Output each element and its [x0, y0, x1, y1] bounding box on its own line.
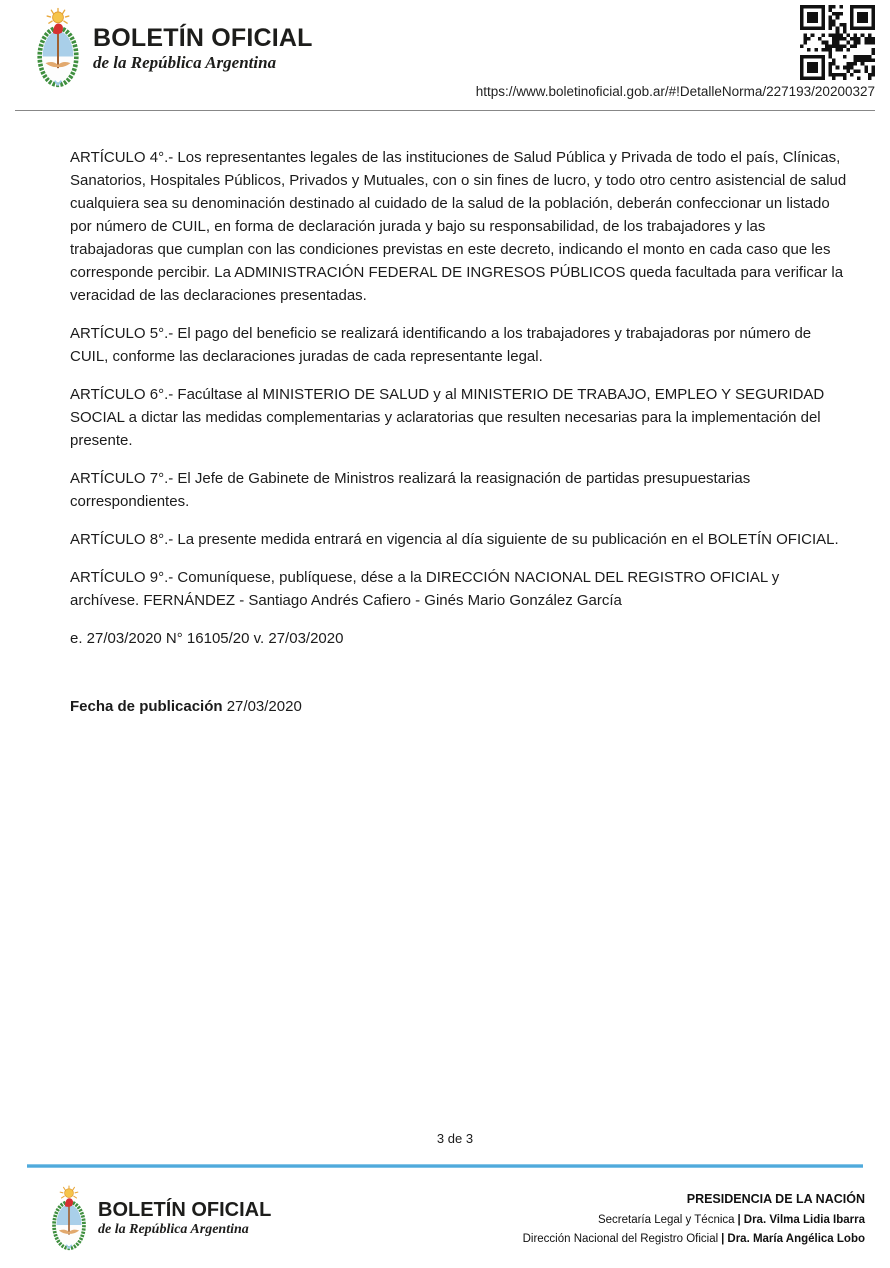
official-name: Dra. María Angélica Lobo: [727, 1233, 865, 1245]
brand-title: BOLETÍN OFICIAL: [98, 1199, 272, 1221]
qr-code-icon: [800, 5, 875, 80]
official-line: [523, 1211, 865, 1230]
office-label: Secretaría Legal y Técnica: [597, 1214, 735, 1226]
official-name: Dra. Vilma Lidia Ibarra: [743, 1214, 865, 1226]
article-paragraph: ARTÍCULO 6°.- Facúltase al MINISTERIO DE SALUD y al MINISTERIO DE TRABAJO, EMPLEO Y SEGURIDAD SOCIAL a dictar las medidas complementarias y aclaratorias que resulten necesarias para la implementación del presente.: [70, 386, 825, 449]
publication-date-label: Fecha de publicación: [70, 698, 223, 715]
coat-of-arms-icon: [48, 1185, 90, 1253]
edict-dates-line: e. 27/03/2020 N° 16105/20 v. 27/03/2020: [70, 630, 344, 647]
office-label: Dirección Nacional del Registro Oficial: [522, 1233, 719, 1245]
article-paragraphs: [70, 146, 848, 612]
footer-brand: [48, 1185, 271, 1253]
header-divider: [15, 110, 875, 111]
brand-subtitle: de la República Argentina: [98, 1222, 249, 1237]
footer-brand-text: [98, 1200, 271, 1238]
officials-list: [523, 1211, 865, 1249]
article-text: [70, 146, 848, 718]
footer-officials: [523, 1192, 865, 1249]
article-paragraph: ARTÍCULO 9°.- Comuníquese, publíquese, dése a la DIRECCIÓN NACIONAL DEL REGISTRO OFICIAL y archívese. FERNÁNDEZ - Santiago Andrés Cafiero - Ginés Mario González García: [70, 569, 780, 609]
brand-subtitle: de la República Argentina: [93, 53, 277, 73]
article-paragraph: ARTÍCULO 5°.- El pago del beneficio se realizará identificando a los trabajadores y trabajadoras por número de CUIL, conforme las declaraciones juradas de cada representante legal.: [70, 325, 812, 365]
separator: |: [737, 1214, 741, 1226]
presidency-title: PRESIDENCIA DE LA NACIÓN: [686, 1192, 865, 1206]
header-brand: [33, 6, 313, 92]
coat-of-arms-icon: [33, 6, 83, 92]
brand-title: BOLETÍN OFICIAL: [93, 23, 313, 52]
footer-accent-divider: [27, 1164, 863, 1168]
article-paragraph: ARTÍCULO 4°.- Los representantes legales de las instituciones de Salud Pública y Privada de todo el país, Clínicas, Sanatorios, Hospitales Públicos, Privados y Mutuales, con o sin fines de lucro, y todo otro centro asistencial de salud cualquiera sea su denominación destinado al cuidado de la salud de la población, deberán confeccionar un listado por número de CUIL, en forma de declaración jurada y bajo su responsabilidad, de los trabajadores y las trabajadoras que cumplan con las condiciones previstas en este decreto, indicando el monto en cada caso que les corresponde percibir. La ADMINISTRACIÓN FEDERAL DE INGRESOS PÚBLICOS queda facultada para verificar la veracidad de las declaraciones presentadas.: [70, 149, 847, 304]
header-brand-text: [93, 25, 313, 73]
publication-date-line: [70, 695, 848, 718]
separator: |: [721, 1233, 725, 1245]
page-indicator: 3 de 3: [436, 1131, 474, 1146]
official-line: [523, 1230, 865, 1249]
article-paragraph: ARTÍCULO 8°.- La presente medida entrará en vigencia al día siguiente de su publicación en el BOLETÍN OFICIAL.: [70, 531, 839, 548]
publication-date-value: 27/03/2020: [226, 698, 302, 715]
norma-url-link[interactable]: https://www.boletinoficial.gob.ar/#!DetalleNorma/227193/20200327: [475, 84, 875, 99]
article-paragraph: ARTÍCULO 7°.- El Jefe de Gabinete de Ministros realizará la reasignación de partidas presupuestarias correspondientes.: [70, 470, 751, 510]
